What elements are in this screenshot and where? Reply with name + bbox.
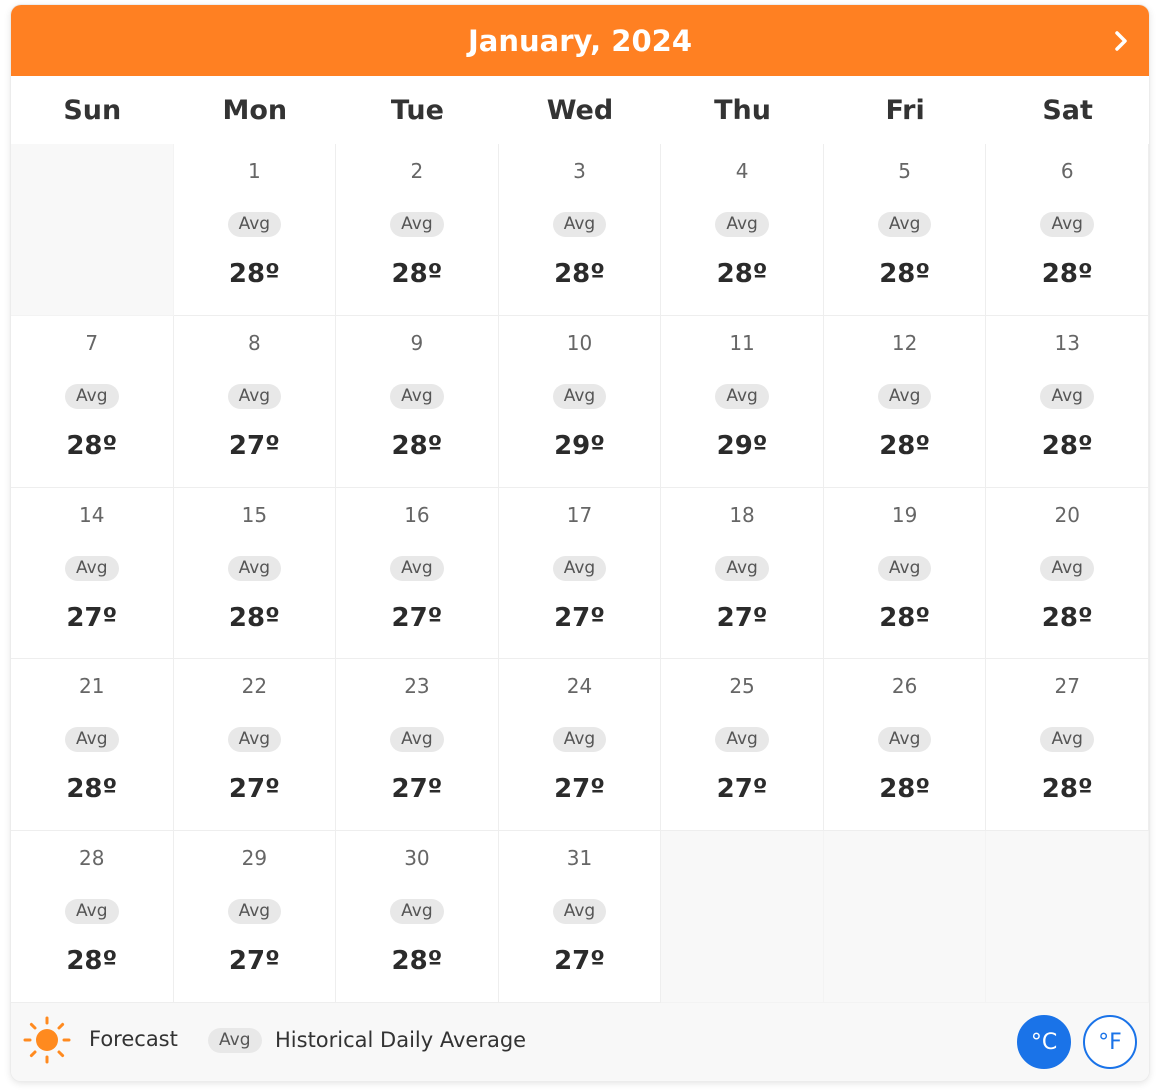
sun-icon — [22, 1015, 72, 1065]
day-temperature: 28º — [228, 259, 280, 289]
day-number: 15 — [241, 502, 268, 527]
day-cell[interactable] — [11, 316, 174, 488]
day-number: 18 — [729, 502, 755, 527]
avg-badge: Avg — [228, 727, 282, 752]
day-number: 12 — [891, 330, 918, 355]
day-temperature: 28º — [66, 430, 118, 461]
legend-avg-badge: Avg — [208, 1028, 262, 1053]
day-number: 19 — [891, 502, 918, 527]
day-cell[interactable] — [824, 659, 987, 831]
fahrenheit-toggle-button[interactable]: °F — [1083, 1015, 1137, 1069]
avg-badge: Avg — [228, 899, 282, 924]
avg-badge: Avg — [1040, 212, 1094, 237]
day-cell[interactable] — [986, 144, 1149, 316]
day-temperature: 27º — [228, 946, 280, 977]
day-temperature: 28º — [1041, 602, 1093, 633]
avg-badge: Avg — [228, 384, 282, 409]
day-temperature: 28º — [1041, 430, 1093, 461]
day-temperature: 28º — [391, 259, 443, 289]
day-temperature: 28º — [228, 602, 280, 633]
day-number: 21 — [79, 674, 105, 699]
day-cell[interactable] — [986, 488, 1149, 660]
day-cell[interactable] — [11, 488, 174, 660]
day-cell[interactable] — [336, 144, 499, 316]
avg-badge: Avg — [715, 384, 769, 409]
weekday-label: Mon — [222, 94, 288, 126]
legend-avg-description: Historical Daily Average — [275, 1028, 527, 1052]
day-temperature: 28º — [391, 430, 443, 461]
day-temperature: 28º — [716, 259, 768, 289]
avg-badge: Avg — [878, 384, 932, 409]
day-number: 30 — [404, 846, 430, 871]
avg-badge: Avg — [65, 899, 119, 924]
day-temperature: 27º — [66, 602, 118, 633]
weekday-header-row — [11, 76, 1149, 145]
day-cell[interactable] — [11, 831, 174, 1003]
weekday-label: Thu — [714, 94, 771, 126]
avg-badge: Avg — [715, 212, 769, 237]
day-number: 1 — [247, 159, 261, 183]
avg-badge: Avg — [878, 212, 932, 237]
day-cell[interactable] — [336, 488, 499, 660]
day-temperature: 29º — [716, 430, 768, 461]
day-number: 20 — [1054, 502, 1080, 527]
day-cell[interactable] — [661, 488, 824, 660]
day-cell[interactable] — [174, 488, 337, 660]
day-number: 29 — [241, 846, 268, 871]
day-number: 2 — [410, 159, 424, 183]
day-cell[interactable] — [986, 659, 1149, 831]
legend-footer — [11, 1003, 1149, 1081]
celsius-toggle-button[interactable]: °C — [1017, 1015, 1071, 1069]
day-cell[interactable] — [174, 659, 337, 831]
day-temperature: 29º — [554, 430, 605, 461]
day-number: 6 — [1060, 159, 1074, 183]
avg-badge: Avg — [65, 384, 119, 409]
day-number: 24 — [566, 674, 593, 699]
day-temperature: 28º — [66, 946, 118, 977]
day-number: 22 — [241, 674, 268, 699]
avg-badge: Avg — [65, 727, 119, 752]
empty-day-cell — [661, 831, 824, 1003]
avg-badge: Avg — [553, 899, 607, 924]
day-temperature: 27º — [716, 774, 768, 805]
avg-badge: Avg — [553, 727, 607, 752]
day-number: 16 — [404, 502, 430, 527]
day-number: 7 — [85, 330, 99, 355]
avg-badge: Avg — [715, 727, 769, 752]
avg-badge: Avg — [390, 384, 444, 409]
day-cell[interactable] — [661, 144, 824, 316]
day-number: 3 — [573, 159, 586, 183]
day-cell[interactable] — [499, 144, 662, 316]
chevron-right-icon — [1111, 29, 1131, 53]
day-number: 14 — [79, 502, 105, 527]
day-cell[interactable] — [499, 316, 662, 488]
day-temperature: 28º — [879, 430, 931, 461]
avg-badge: Avg — [553, 556, 607, 581]
day-number: 31 — [566, 846, 593, 871]
day-temperature: 27º — [391, 602, 443, 633]
day-cell[interactable] — [661, 659, 824, 831]
next-month-button[interactable] — [1103, 23, 1139, 59]
day-number: 4 — [735, 159, 749, 183]
calendar-header — [11, 5, 1149, 76]
day-temperature: 27º — [228, 430, 280, 461]
day-cell[interactable] — [824, 488, 987, 660]
day-cell[interactable] — [661, 316, 824, 488]
day-cell[interactable] — [986, 316, 1149, 488]
month-title: January, 2024 — [468, 23, 692, 58]
avg-badge: Avg — [390, 556, 444, 581]
day-number: 26 — [891, 674, 918, 699]
avg-badge: Avg — [878, 556, 932, 581]
day-cell[interactable] — [174, 831, 337, 1003]
empty-day-cell — [824, 831, 987, 1003]
day-temperature: 28º — [1041, 259, 1093, 289]
day-number: 23 — [404, 674, 430, 699]
avg-badge: Avg — [390, 212, 444, 237]
day-temperature: 27º — [554, 774, 605, 805]
avg-badge: Avg — [553, 212, 607, 237]
avg-badge: Avg — [715, 556, 769, 581]
day-cell[interactable] — [824, 316, 987, 488]
day-temperature: 27º — [554, 946, 605, 977]
day-cell[interactable] — [336, 831, 499, 1003]
day-number: 10 — [566, 330, 593, 355]
empty-day-cell — [986, 831, 1149, 1003]
day-temperature: 28º — [66, 774, 118, 805]
day-cell[interactable] — [499, 659, 662, 831]
avg-badge: Avg — [878, 727, 932, 752]
avg-badge: Avg — [228, 556, 282, 581]
day-temperature: 28º — [879, 602, 931, 633]
day-number: 9 — [410, 330, 424, 355]
legend-forecast-label: Forecast — [89, 1027, 178, 1051]
weekday-label: Sun — [63, 94, 122, 126]
avg-badge: Avg — [390, 727, 444, 752]
avg-badge: Avg — [228, 212, 282, 237]
day-cell[interactable] — [824, 144, 987, 316]
avg-badge: Avg — [1040, 384, 1094, 409]
weekday-label: Wed — [546, 94, 614, 126]
day-number: 17 — [566, 502, 593, 527]
weekday-label: Fri — [885, 94, 925, 126]
avg-badge: Avg — [1040, 556, 1094, 581]
day-temperature: 28º — [554, 259, 605, 289]
day-cell[interactable] — [174, 144, 337, 316]
weather-calendar — [11, 5, 1149, 1081]
day-temperature: 27º — [554, 602, 605, 633]
day-temperature: 27º — [391, 774, 443, 805]
day-number: 25 — [729, 674, 755, 699]
day-temperature: 27º — [716, 602, 768, 633]
day-temperature: 27º — [228, 774, 280, 805]
avg-badge: Avg — [553, 384, 607, 409]
day-cell[interactable] — [336, 316, 499, 488]
day-temperature: 28º — [391, 946, 443, 977]
weekday-label: Sat — [1042, 94, 1093, 126]
day-number: 13 — [1054, 330, 1080, 355]
day-temperature: 28º — [879, 259, 931, 289]
avg-badge: Avg — [65, 556, 119, 581]
day-number: 28 — [79, 846, 105, 871]
weekday-label: Tue — [390, 94, 444, 126]
calendar-grid — [11, 144, 1149, 1003]
day-number: 8 — [247, 330, 261, 355]
day-cell[interactable] — [11, 659, 174, 831]
day-cell[interactable] — [174, 316, 337, 488]
day-cell[interactable] — [499, 488, 662, 660]
day-cell[interactable] — [336, 659, 499, 831]
avg-badge: Avg — [390, 899, 444, 924]
avg-badge: Avg — [1040, 727, 1094, 752]
day-cell[interactable] — [499, 831, 662, 1003]
day-number: 27 — [1054, 674, 1080, 699]
day-number: 11 — [729, 330, 755, 355]
day-temperature: 28º — [879, 774, 931, 805]
day-temperature: 28º — [1041, 774, 1093, 805]
empty-day-cell — [11, 144, 174, 316]
day-number: 5 — [898, 159, 911, 183]
